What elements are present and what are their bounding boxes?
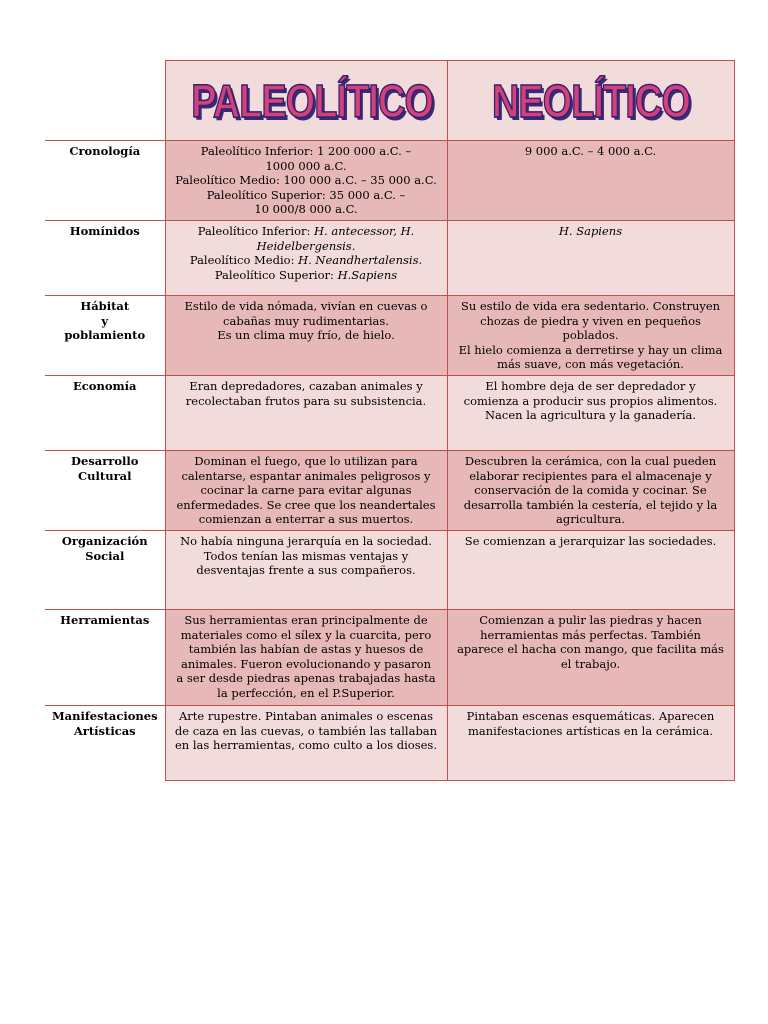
row-label-line: poblamiento (64, 328, 146, 342)
text-segment: Sus herramientas eran principalmente de (184, 613, 428, 627)
text-segment: elaborar recipientes para el almacenaje y (469, 468, 712, 483)
text-segment: manifestaciones artísticas en la cerámica. (468, 723, 713, 738)
text-line (452, 314, 730, 329)
text-segment: 10 000/8 000 a.C. (254, 202, 358, 216)
header-paleolitico (165, 61, 447, 141)
paleolitico-cell (165, 451, 447, 531)
row-label-line: y (101, 313, 109, 328)
neolitico-cell (447, 141, 734, 221)
text-segment: Paleolítico Inferior: 1 200 000 a.C. – (200, 144, 412, 158)
text-segment: Se comienzan a jerarquizar las sociedades. (464, 534, 717, 548)
text-segment: conservación de la comida y cocinar. Se (474, 483, 707, 497)
text-line (452, 408, 730, 423)
text-segment: en las herramientas, como culto a los dioses. (175, 738, 437, 752)
text-line (452, 357, 730, 372)
row-habitat (45, 296, 734, 376)
text-line (170, 268, 443, 283)
text-segment: H. Neandhertalensis. (298, 253, 423, 267)
text-segment: cabañas muy rudimentarias. (223, 313, 389, 328)
row-economia (45, 376, 734, 451)
paleolitico-cell (165, 141, 447, 221)
row-label-line: Organización (61, 534, 148, 548)
row-label (45, 221, 165, 296)
row-herramientas (45, 610, 734, 706)
text-segment: herramientas más perfectas. También (480, 627, 701, 642)
text-segment: Eran depredadores, cazaban animales y (189, 379, 423, 393)
row-label (45, 451, 165, 531)
text-segment: la perfección, en el P.Superior. (217, 685, 395, 700)
comparison-table (45, 60, 735, 781)
neolitico-cell (447, 610, 734, 706)
row-label-line: Manifestaciones (51, 709, 158, 723)
text-segment: comienzan a enterrar a sus muertos. (198, 512, 414, 526)
text-segment: 1000 000 a.C. (265, 158, 347, 173)
text-line (170, 202, 443, 217)
text-line (452, 379, 730, 394)
text-line (170, 328, 443, 343)
text-segment: calentarse, espantar animales peligrosos y (181, 468, 431, 483)
row-organizacion-social (45, 531, 734, 610)
text-segment: Paleolítico Superior: 35 000 a.C. – (206, 187, 406, 202)
text-line (452, 328, 730, 343)
neolitico-cell (447, 531, 734, 610)
row-label (45, 531, 165, 610)
row-label-line: Hábitat (80, 299, 130, 313)
row-label-line: Herramientas (60, 613, 150, 627)
text-line (170, 724, 443, 739)
text-segment: Todos tenían las mismas ventajas y (203, 548, 409, 563)
row-cronologia (45, 141, 734, 221)
paleolitico-cell (165, 706, 447, 781)
paleolitico-cell (165, 531, 447, 610)
text-line (452, 224, 730, 239)
row-label (45, 376, 165, 451)
neolitico-cell (447, 451, 734, 531)
text-line (170, 512, 443, 527)
neolitico-cell (447, 706, 734, 781)
row-manifestaciones-artisticas (45, 706, 734, 781)
text-line (452, 498, 730, 513)
text-segment: Paleolítico Inferior: (197, 224, 315, 238)
text-segment: el trabajo. (560, 656, 621, 671)
text-segment: Comienzan a pulir las piedras y hacen (479, 613, 702, 627)
row-label-line: Homínidos (69, 224, 140, 238)
row-label-line: Cultural (78, 468, 132, 483)
text-line (170, 159, 443, 174)
text-line (170, 144, 443, 159)
row-label (45, 141, 165, 221)
text-line (170, 299, 443, 314)
text-line (452, 657, 730, 672)
text-line (170, 534, 443, 549)
text-line (170, 498, 443, 513)
text-line (452, 469, 730, 484)
text-line (170, 657, 443, 672)
text-segment: desarrolla también la cestería, el tejido y la (463, 497, 718, 512)
text-line (170, 483, 443, 498)
text-segment: El hielo comienza a derretirse y hay un clima (458, 342, 723, 357)
text-segment: Paleolítico Medio: 100 000 a.C. – 35 000 a.C. (175, 173, 437, 187)
text-segment: Nacen la agricultura y la ganadería. (484, 408, 697, 422)
text-segment: Dominan el fuego, que lo utilizan para (194, 454, 418, 468)
text-line (170, 314, 443, 329)
row-label-line: Cronología (69, 144, 141, 158)
row-desarrollo-cultural (45, 451, 734, 531)
neolitico-cell (447, 221, 734, 296)
text-line (170, 709, 443, 724)
text-line (170, 454, 443, 469)
text-line (452, 534, 730, 549)
text-line (452, 144, 730, 159)
text-segment: animales. Fueron evolucionando y pasaron (181, 656, 431, 671)
text-line (452, 394, 730, 409)
text-line (170, 549, 443, 564)
text-line (452, 454, 730, 469)
paleolitico-cell (165, 610, 447, 706)
row-hominidos (45, 221, 734, 296)
neolitico-title: NEOLÍTICO (491, 74, 690, 127)
text-segment: poblados. (562, 328, 619, 342)
text-segment: comienza a producir sus propios alimentos. (463, 393, 718, 408)
text-segment: H. Sapiens (558, 224, 623, 238)
text-segment: 9 000 a.C. – 4 000 a.C. (524, 144, 657, 158)
header-blank-cell (45, 61, 165, 141)
text-line (170, 671, 443, 686)
row-label-line: Economía (73, 379, 137, 393)
text-line (170, 379, 443, 394)
text-line (170, 239, 443, 254)
text-segment: Su estilo de vida era sedentario. Construyen (460, 299, 721, 313)
text-segment: agricultura. (556, 512, 625, 526)
text-line (170, 188, 443, 203)
text-segment: Paleolítico Superior: (214, 267, 338, 282)
text-segment: aparece el hacha con mango, que facilita más (457, 642, 724, 656)
row-label (45, 610, 165, 706)
text-segment: desventajas frente a sus compañeros. (196, 563, 416, 577)
row-label (45, 296, 165, 376)
text-line (452, 613, 730, 628)
text-line (170, 469, 443, 484)
text-line (452, 299, 730, 314)
text-segment: Pintaban escenas esquemáticas. Aparecen (466, 709, 715, 723)
row-label-line: Social (85, 548, 125, 563)
text-line (452, 709, 730, 724)
text-segment: materiales como el sílex y la cuarcita, pero (180, 627, 432, 642)
text-segment: Paleolítico Medio: (189, 253, 299, 267)
text-segment: a ser desde piedras apenas trabajadas hasta (176, 671, 436, 685)
text-line (452, 512, 730, 527)
text-line (170, 686, 443, 701)
text-segment: de caza en las cuevas, o también las tallaban (174, 723, 438, 738)
text-segment: Heidelbergensis. (256, 238, 356, 253)
text-line (170, 253, 443, 268)
text-line (170, 173, 443, 188)
text-segment: No había ninguna jerarquía en la sociedad. (180, 534, 432, 548)
paleolitico-title: PALEOLÍTICO (190, 74, 433, 127)
text-line (170, 394, 443, 409)
text-segment: El hombre deja de ser depredador y (485, 379, 696, 393)
text-segment: Estilo de vida nómada, vivían en cuevas o (184, 299, 428, 313)
text-segment: Arte rupestre. Pintaban animales o escenas (178, 709, 434, 723)
paleolitico-cell (165, 376, 447, 451)
row-label (45, 706, 165, 781)
text-segment: Descubren la cerámica, con la cual pueden (464, 454, 717, 468)
text-line (452, 642, 730, 657)
text-line (452, 724, 730, 739)
text-segment: enfermedades. Se cree que los neandertales (176, 497, 436, 512)
row-label-line: Desarrollo (71, 454, 139, 468)
paleolitico-cell (165, 296, 447, 376)
text-segment: cocinar la carne para evitar algunas (200, 483, 412, 497)
text-segment: H. antecessor, H. (314, 224, 415, 238)
text-segment: H.Sapiens (337, 267, 398, 282)
text-segment: también las habían de astas y huesos de (188, 642, 424, 656)
text-segment: chozas de piedra y viven en pequeños (480, 313, 701, 328)
neolitico-cell (447, 296, 734, 376)
row-label-line: Artísticas (73, 723, 136, 738)
paleolitico-cell (165, 221, 447, 296)
text-segment: Es un clima muy frío, de hielo. (217, 328, 395, 342)
text-segment: recolectaban frutos para su subsistencia. (185, 393, 427, 408)
header-neolitico (447, 61, 734, 141)
text-segment: más suave, con más vegetación. (497, 357, 684, 371)
text-line (170, 224, 443, 239)
text-line (452, 628, 730, 643)
text-line (170, 738, 443, 753)
neolitico-cell (447, 376, 734, 451)
text-line (452, 483, 730, 498)
text-line (170, 613, 443, 628)
header-row (45, 61, 734, 141)
text-line (170, 642, 443, 657)
text-line (170, 563, 443, 578)
text-line (452, 343, 730, 358)
text-line (170, 628, 443, 643)
